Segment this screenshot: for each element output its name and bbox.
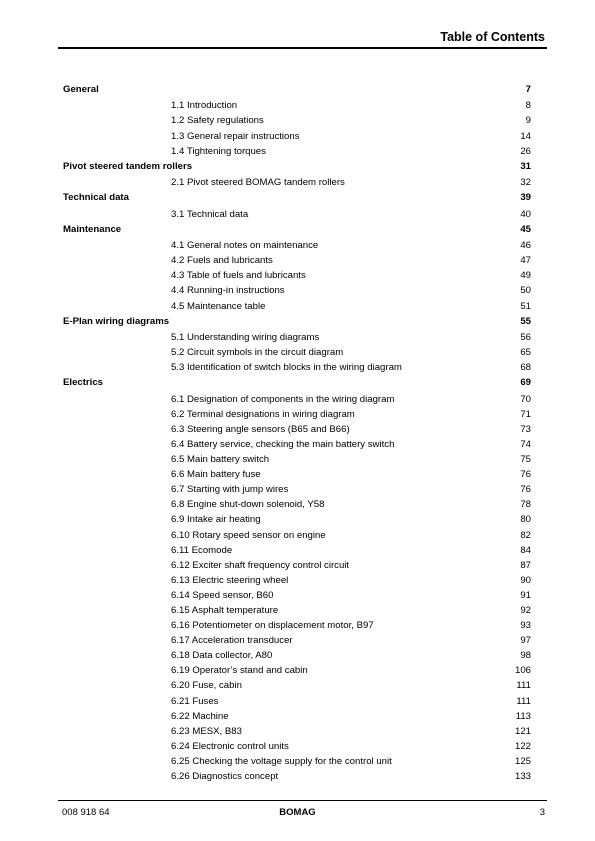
toc-entry-page: 93 — [520, 620, 531, 632]
toc-section-entry[interactable] — [63, 512, 531, 527]
toc-entry-page: 111 — [516, 680, 531, 692]
toc-entry-title: 6.6 Main battery fuse — [171, 469, 261, 481]
toc-entry-page: 26 — [520, 145, 531, 157]
toc-entry-title: 6.13 Electric steering wheel — [171, 574, 289, 586]
toc-section-entry[interactable] — [63, 392, 531, 407]
toc-section-entry[interactable] — [63, 709, 531, 724]
toc-entry-page: 98 — [520, 650, 531, 662]
toc-section-entry[interactable] — [63, 558, 531, 573]
toc-section-entry[interactable] — [63, 694, 531, 709]
toc-entry-page: 76 — [520, 484, 531, 496]
toc-entry-page: 106 — [514, 665, 531, 677]
toc-section-entry[interactable] — [63, 253, 531, 268]
toc-section-entry[interactable] — [63, 422, 531, 437]
toc-entry-page: 74 — [520, 438, 531, 450]
toc-entry-page: 32 — [520, 177, 531, 189]
toc-entry-title: 5.2 Circuit symbols in the circuit diagram — [171, 347, 344, 359]
toc-section-entry[interactable] — [63, 129, 531, 144]
toc-section-entry[interactable] — [63, 678, 531, 693]
footer-divider — [58, 800, 547, 801]
toc-section-entry[interactable] — [63, 497, 531, 512]
toc-entry-title: 2.1 Pivot steered BOMAG tandem rollers — [171, 177, 345, 189]
toc-entry-page: 65 — [520, 347, 531, 359]
toc-entry-page: 51 — [520, 300, 531, 312]
toc-entry-title: 6.7 Starting with jump wires — [171, 484, 289, 496]
toc-entry-title: 6.4 Battery service, checking the main battery switch — [171, 438, 395, 450]
toc-section-entry[interactable] — [63, 769, 531, 784]
toc-entry-page: 55 — [520, 315, 531, 327]
toc-entry-title: 1.1 Introduction — [171, 100, 238, 112]
toc-chapter-entry[interactable] — [63, 159, 531, 175]
toc-section-entry[interactable] — [63, 633, 531, 648]
toc-chapter-entry[interactable] — [63, 82, 531, 98]
toc-entry-page: 111 — [516, 695, 531, 707]
toc-chapter-entry[interactable] — [63, 222, 531, 238]
toc-section-entry[interactable] — [63, 754, 531, 769]
toc-entry-title: 6.17 Acceleration transducer — [171, 635, 293, 647]
toc-section-entry[interactable] — [63, 330, 531, 345]
toc-section-entry[interactable] — [63, 739, 531, 754]
toc-entry-page: 87 — [520, 559, 531, 571]
toc-section-entry[interactable] — [63, 467, 531, 482]
toc-section-entry[interactable] — [63, 144, 531, 159]
toc-entry-title: 6.22 Machine — [171, 710, 229, 722]
toc-entry-title: 6.2 Terminal designations in wiring diagram — [171, 408, 355, 420]
toc-entry-title: 1.2 Safety regulations — [171, 115, 264, 127]
toc-entry-title: 4.1 General notes on maintenance — [171, 240, 319, 252]
toc-entry-title: 6.19 Operator’s stand and cabin — [171, 665, 308, 677]
toc-entry-title: General — [63, 84, 99, 95]
toc-entry-title: 6.24 Electronic control units — [171, 740, 289, 752]
brand-name: BOMAG — [279, 807, 316, 818]
toc-section-entry[interactable] — [63, 528, 531, 543]
toc-entry-title: 6.3 Steering angle sensors (B65 and B66) — [171, 423, 350, 435]
toc-entry-page: 46 — [520, 240, 531, 252]
toc-entry-title: 6.9 Intake air heating — [171, 514, 261, 526]
toc-entry-page: 75 — [520, 454, 531, 466]
toc-section-entry[interactable] — [63, 238, 531, 253]
toc-entry-page: 39 — [520, 192, 531, 204]
toc-entry-title: 6.18 Data collector, A80 — [171, 650, 273, 662]
toc-entry-page: 50 — [520, 285, 531, 297]
header-divider — [58, 47, 547, 49]
toc-entry-title: 4.5 Maintenance table — [171, 300, 266, 312]
toc-section-entry[interactable] — [63, 407, 531, 422]
toc-entry-page: 49 — [520, 270, 531, 282]
toc-chapter-entry[interactable] — [63, 375, 531, 391]
toc-section-entry[interactable] — [63, 113, 531, 128]
toc-entry-title: 3.1 Technical data — [171, 208, 249, 220]
page-number: 3 — [539, 807, 545, 818]
toc-entry-page: 8 — [525, 100, 531, 112]
toc-entry-page: 69 — [520, 377, 531, 389]
toc-entry-page: 78 — [520, 499, 531, 511]
toc-entry-page: 113 — [515, 710, 531, 722]
toc-section-entry[interactable] — [63, 98, 531, 113]
toc-entry-page: 9 — [525, 115, 531, 127]
toc-entry-page: 7 — [525, 84, 531, 95]
toc-entry-page: 31 — [520, 160, 531, 172]
toc-entry-title: 6.25 Checking the voltage supply for the control unit — [171, 755, 392, 767]
toc-entry-title: 6.10 Rotary speed sensor on engine — [171, 529, 326, 541]
toc-entry-page: 125 — [514, 755, 531, 767]
toc-entry-page: 84 — [520, 544, 531, 556]
toc-section-entry[interactable] — [63, 663, 531, 678]
toc-entry-page: 70 — [520, 393, 531, 405]
toc-entry-page: 76 — [520, 469, 531, 481]
toc-entry-title: Maintenance — [63, 223, 122, 235]
page-title: Table of Contents — [440, 30, 545, 44]
toc-section-entry[interactable] — [63, 573, 531, 588]
toc-entry-page: 71 — [520, 408, 531, 420]
toc-entry-title: 6.16 Potentiometer on displacement motor, B97 — [171, 620, 374, 632]
toc-entry-page: 97 — [520, 635, 531, 647]
toc-section-entry[interactable] — [63, 618, 531, 633]
toc-entry-page: 45 — [520, 223, 531, 235]
toc-entry-page: 82 — [520, 529, 531, 541]
toc-entry-page: 92 — [520, 604, 531, 616]
toc-entry-page: 56 — [520, 331, 531, 343]
toc-section-entry[interactable] — [63, 345, 531, 360]
toc-entry-title: 6.20 Fuse, cabin — [171, 680, 242, 692]
toc-section-entry[interactable] — [63, 283, 531, 298]
toc-entry-title: 1.4 Tightening torques — [171, 145, 266, 157]
toc-entry-title: Pivot steered tandem rollers — [63, 160, 193, 172]
toc-entry-title: 6.1 Designation of components in the wiring diagram — [171, 393, 395, 405]
toc-section-entry[interactable] — [63, 360, 531, 375]
toc-entry-page: 40 — [520, 208, 531, 220]
toc-section-entry[interactable] — [63, 175, 531, 190]
toc-entry-page: 133 — [514, 771, 531, 782]
toc-entry-page: 73 — [520, 423, 531, 435]
toc-section-entry[interactable] — [63, 543, 531, 558]
toc-entry-title: 6.15 Asphalt temperature — [171, 604, 279, 616]
toc-entry-title: 6.11 Ecomode — [171, 544, 233, 556]
toc-section-entry[interactable] — [63, 437, 531, 452]
toc-entry-title: 6.8 Engine shut-down solenoid, Y58 — [171, 499, 325, 511]
toc-entry-page: 47 — [520, 255, 531, 267]
toc-section-entry[interactable] — [63, 207, 531, 222]
toc-section-entry[interactable] — [63, 588, 531, 603]
toc-entry-title: 6.26 Diagnostics concept — [171, 771, 279, 782]
toc-section-entry[interactable] — [63, 268, 531, 283]
document-number: 008 918 64 — [62, 807, 110, 818]
toc-entry-title: 6.14 Speed sensor, B60 — [171, 589, 274, 601]
toc-entry-page: 122 — [514, 740, 531, 752]
table-of-contents — [63, 82, 531, 784]
toc-section-entry[interactable] — [63, 299, 531, 314]
toc-entry-page: 80 — [520, 514, 531, 526]
toc-entry-title: 5.3 Identification of switch blocks in the wiring diagram — [171, 362, 402, 374]
toc-section-entry[interactable] — [63, 482, 531, 497]
toc-entry-title: Technical data — [63, 192, 129, 204]
toc-chapter-entry[interactable] — [63, 314, 531, 330]
toc-entry-title: E-Plan wiring diagrams — [63, 315, 170, 327]
toc-section-entry[interactable] — [63, 648, 531, 663]
toc-section-entry[interactable] — [63, 603, 531, 618]
toc-entry-title: 6.23 MESX, B83 — [171, 725, 242, 737]
toc-entry-title: 4.2 Fuels and lubricants — [171, 255, 273, 267]
toc-entry-title: 5.1 Understanding wiring diagrams — [171, 331, 320, 343]
toc-entry-title: Electrics — [63, 377, 104, 389]
toc-entry-title: 6.12 Exciter shaft frequency control circuit — [171, 559, 350, 571]
toc-entry-title: 6.5 Main battery switch — [171, 454, 270, 466]
toc-entry-title: 4.3 Table of fuels and lubricants — [171, 270, 306, 282]
toc-entry-title: 6.21 Fuses — [171, 695, 219, 707]
toc-entry-page: 121 — [514, 725, 531, 737]
toc-entry-title: 4.4 Running-in instructions — [171, 285, 285, 297]
toc-section-entry[interactable] — [63, 724, 531, 739]
toc-entry-page: 91 — [520, 589, 531, 601]
toc-entry-title: 1.3 General repair instructions — [171, 130, 300, 142]
toc-entry-page: 68 — [520, 362, 531, 374]
toc-section-entry[interactable] — [63, 452, 531, 467]
toc-chapter-entry[interactable] — [63, 190, 531, 206]
toc-entry-page: 90 — [520, 574, 531, 586]
toc-entry-page: 14 — [520, 130, 531, 142]
